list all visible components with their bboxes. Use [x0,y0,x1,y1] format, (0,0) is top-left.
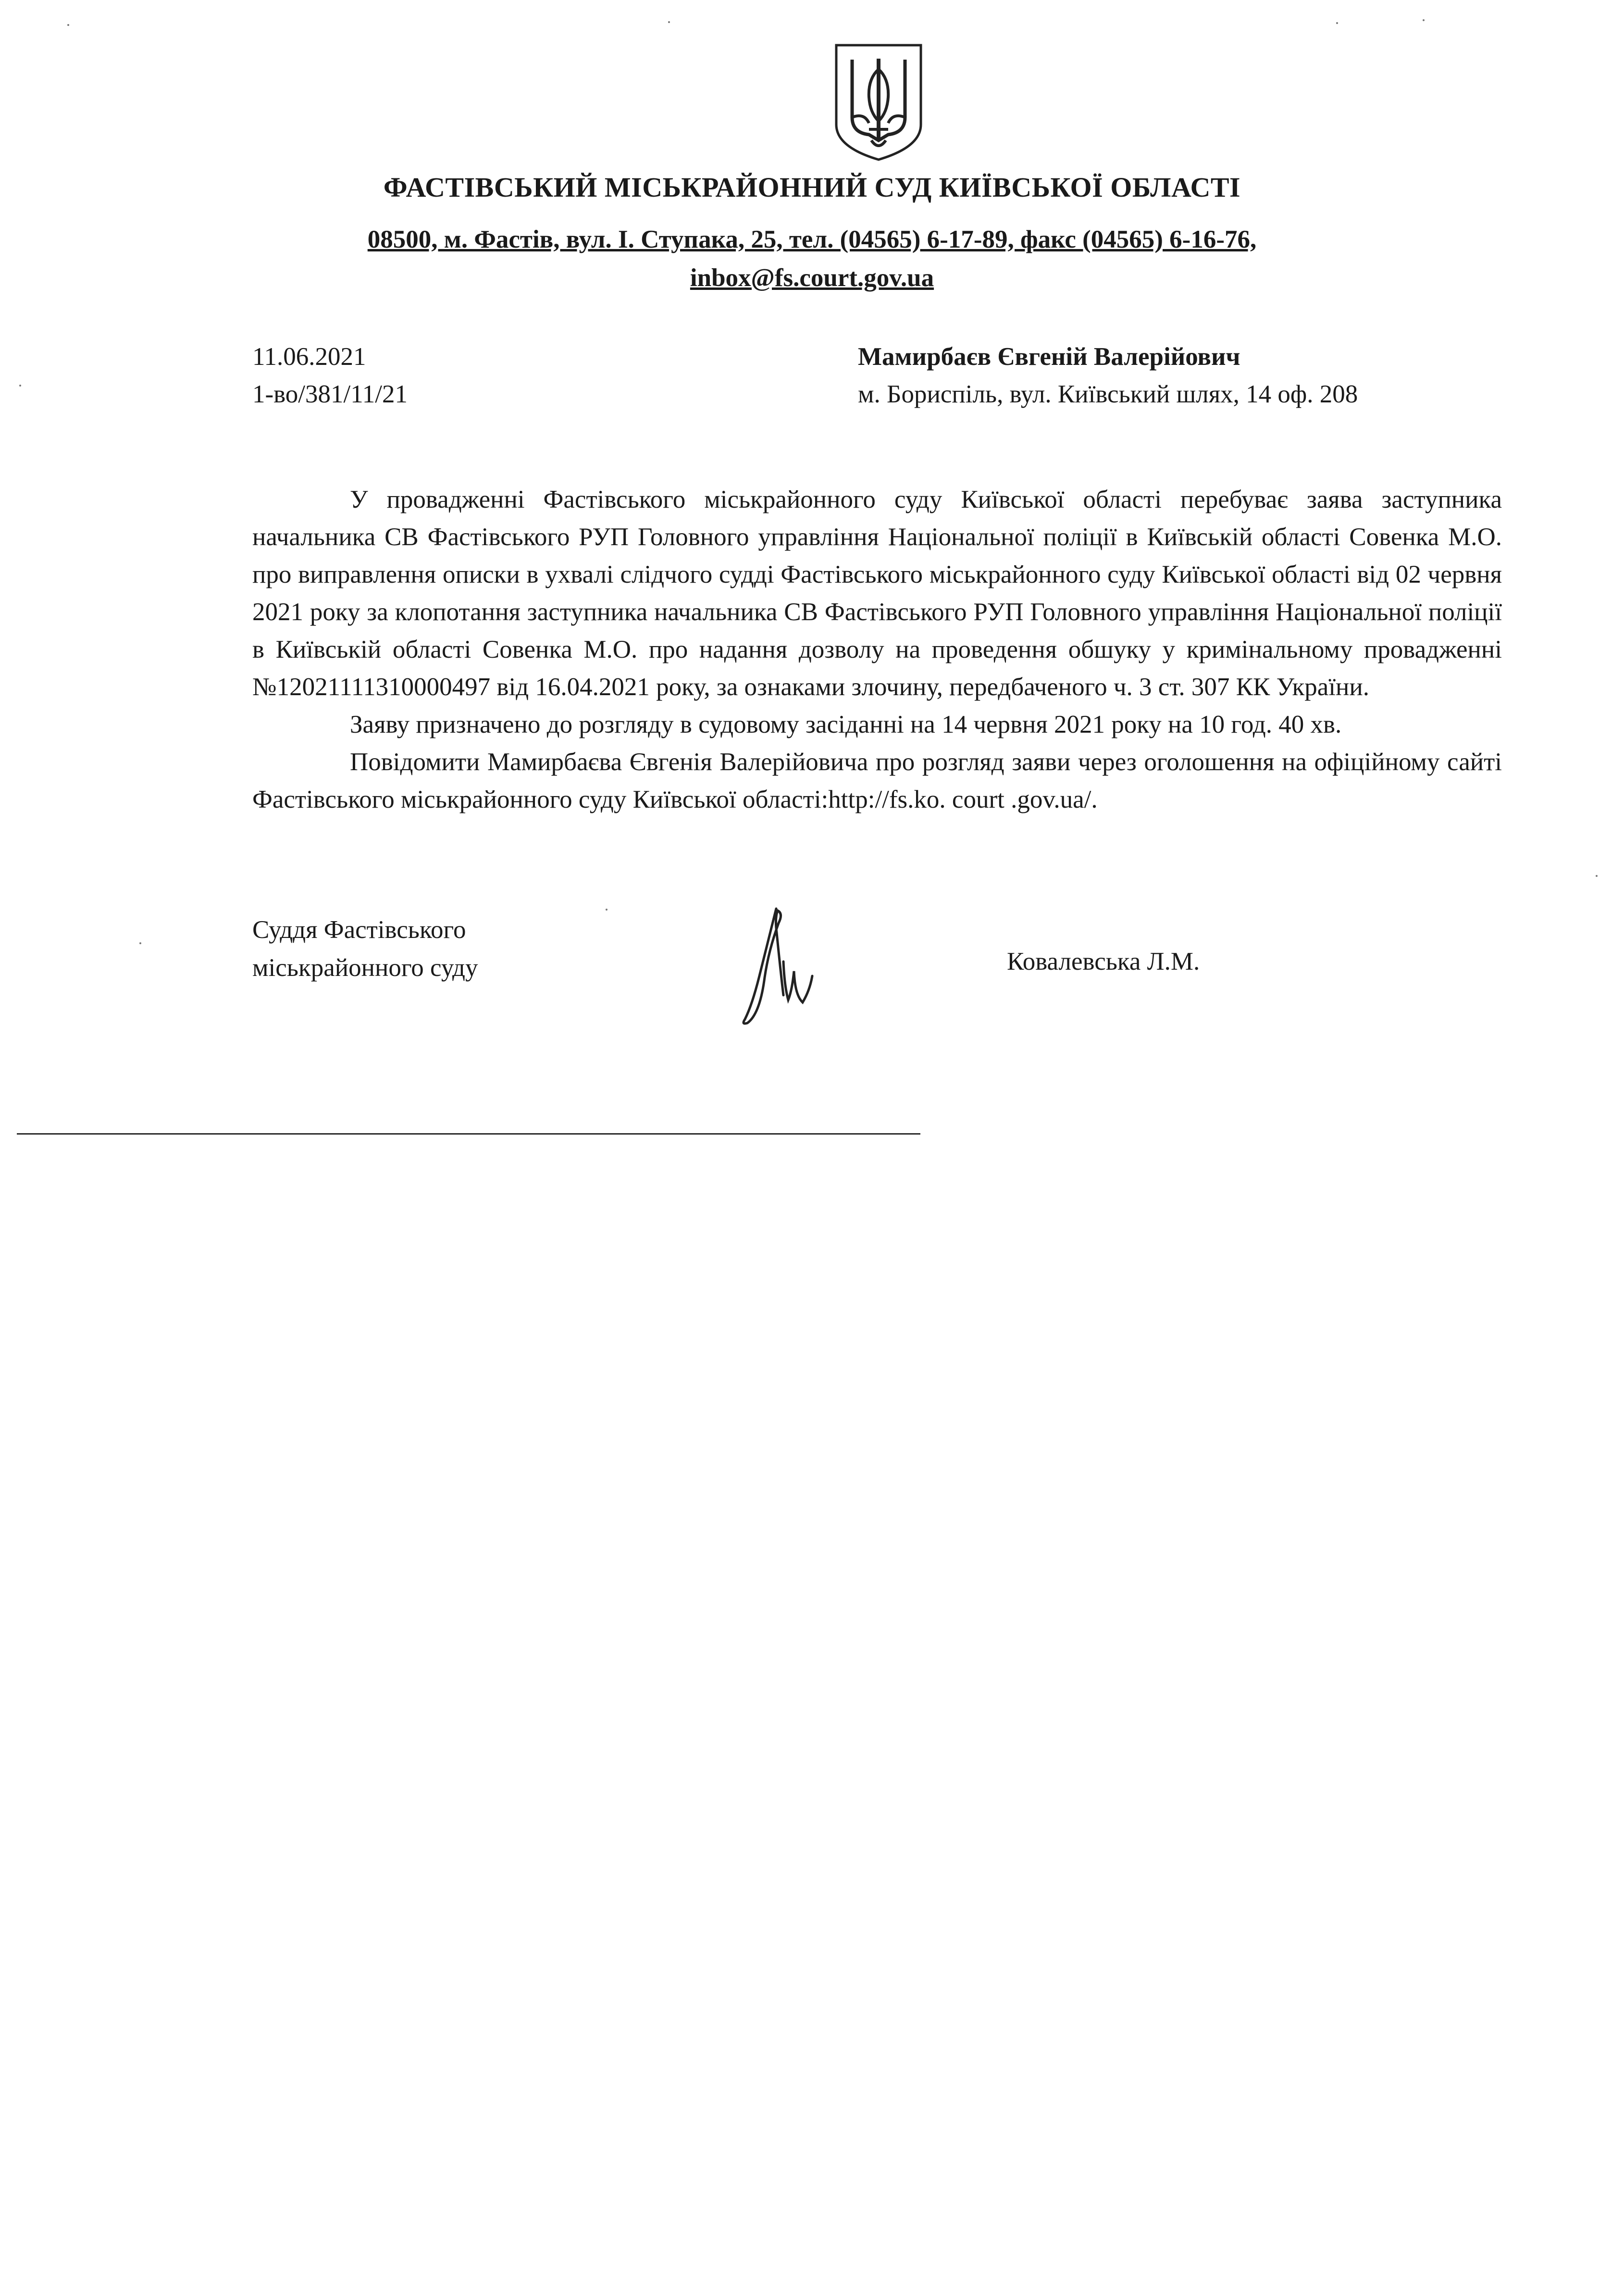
body-paragraph: У провадженні Фастівського міськрайонного суду Київської області перебуває заява заступника начальника СВ Фастівського РУП Головного управління Національної поліції в Київській області Совенка М.О. про виправлення описки в ухвалі слідчого судді Фастівського міськрайонного суду Київської області від 02 червня 2021 року за клопотання заступника начальника СВ Фастівського РУП Головного управління Національної поліції в Київській області Совенка М.О. про надання дозволу на проведення обшуку у кримінальному провадженні №12021111310000497 від 16.04.2021 року, за ознаками злочину, передбаченого ч. 3 ст. 307 КК України. [252,486,1502,701]
recipient-name: Мамирбаєв Євгеній Валерійович [858,343,1240,371]
judge-title-line: Суддя Фастівського [252,916,466,944]
scan-speck [1336,22,1338,24]
coat-of-arms-icon [831,40,927,163]
court-address: 08500, м. Фастів, вул. І. Ступака, 25, тел. (04565) 6-17-89, факс (04565) 6-16-76, [367,225,1257,253]
body-paragraph: Повідомити Мамирбаєва Євгенія Валерійовича про розгляд заяви через оголошення на офіційному сайті Фастівського міськрайонного суду Київської області:http://fs.ko. court .gov.ua/. [252,748,1502,813]
body-paragraph: Заяву призначено до розгляду в судовому засіданні на 14 червня 2021 року на 10 год. 40 хв. [350,711,1342,738]
letter-body [252,481,1502,818]
judge-title [252,911,478,987]
scan-speck [1423,19,1425,21]
document-date: 11.06.2021 [252,343,366,371]
judge-title-line: міськрайонного суду [252,954,478,982]
handwritten-signature [731,904,831,1029]
court-name: ФАСТІВСЬКИЙ МІСЬКРАЙОННИЙ СУД КИЇВСЬКОЇ ОБЛАСТІ [383,172,1241,203]
scan-speck [139,942,141,944]
recipient-address: м. Бориспіль, вул. Київський шлях, 14 оф. 208 [858,380,1358,408]
horizontal-divider [17,1133,920,1135]
scan-speck [1596,875,1598,877]
reference-number: 1-во/381/11/21 [252,380,408,408]
scan-speck [19,385,21,387]
scan-speck [606,909,607,911]
court-email: inbox@fs.court.gov.ua [690,264,934,292]
judge-name: Ковалевська Л.М. [1007,948,1200,975]
scan-speck [668,21,670,23]
scan-speck [67,24,69,26]
